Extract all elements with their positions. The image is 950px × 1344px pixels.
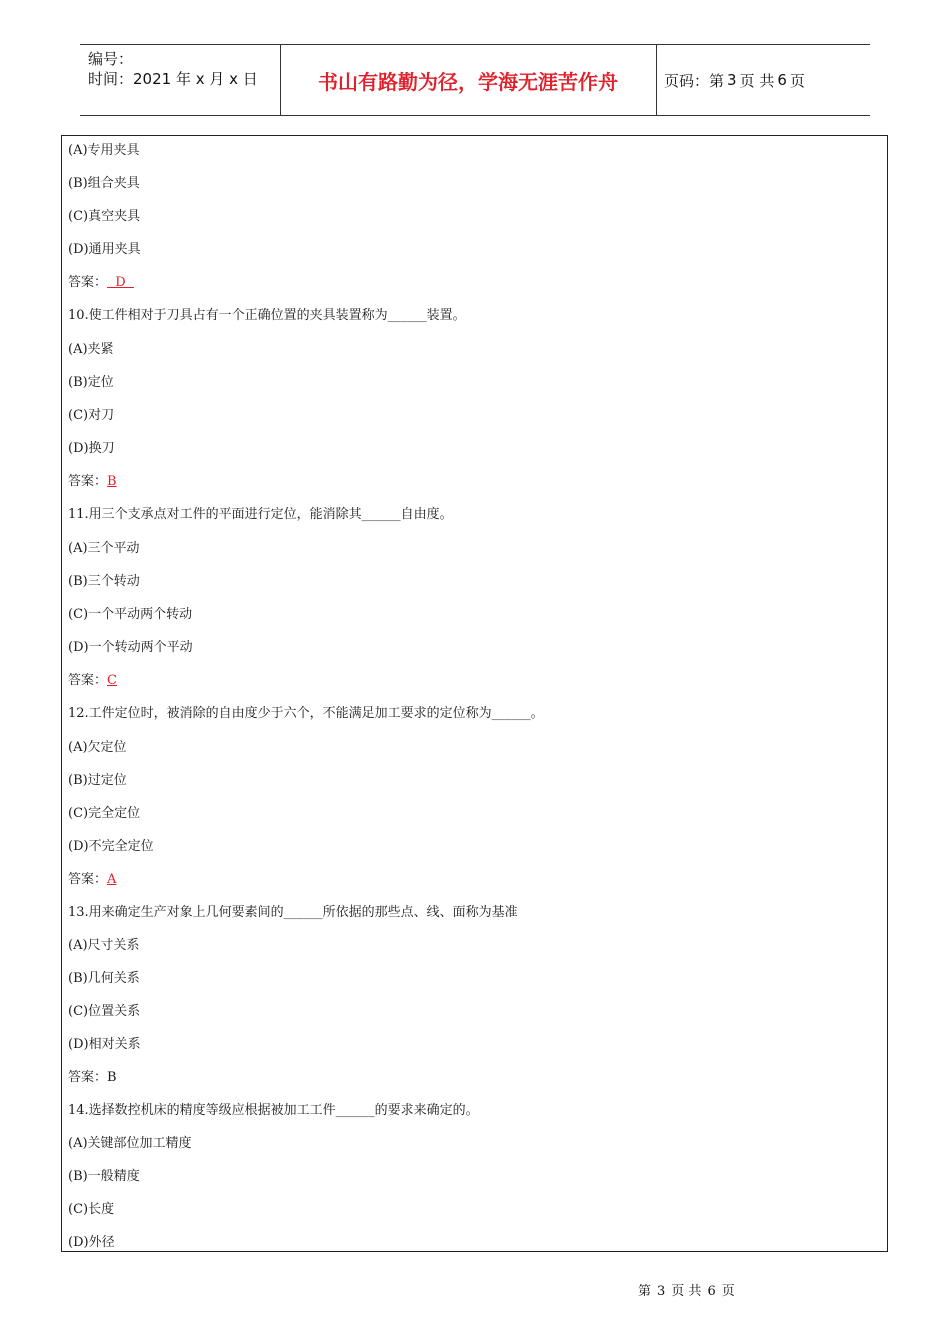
page-current: 3 (727, 71, 737, 89)
option: (D)外径 (68, 1235, 115, 1250)
answer-value: C (107, 673, 117, 688)
answer-label: 答案： (68, 673, 108, 688)
page-mid: 页 共 (739, 71, 775, 90)
answer-value: A (107, 872, 117, 887)
option: (B)组合夹具 (68, 176, 140, 191)
option: (D)换刀 (68, 441, 115, 456)
option: (D)一个转动两个平动 (68, 640, 193, 655)
option: (C)一个平动两个转动 (68, 607, 193, 622)
footer-suffix: 页 (721, 1284, 735, 1299)
page-prefix: 页码：第 (664, 71, 725, 90)
answer-label: 答案： (68, 474, 108, 489)
footer-prefix: 第 (638, 1284, 652, 1299)
option: (A)专用夹具 (68, 143, 140, 158)
option: (B)一般精度 (68, 1169, 140, 1184)
header-divider (280, 45, 281, 115)
footer-total: 6 (707, 1284, 716, 1299)
option: (C)完全定位 (68, 806, 141, 821)
answer-line (68, 672, 117, 690)
answer-line (68, 274, 134, 292)
option: (C)对刀 (68, 408, 115, 423)
answer-value: D (107, 275, 134, 290)
time-label: 时间：2021 年 x 月 x 日 (88, 70, 258, 88)
answer-line: 答案：B (68, 1070, 117, 1085)
footer-mid: 页 共 (671, 1284, 702, 1299)
header-meta (88, 49, 278, 89)
option: (B)定位 (68, 375, 114, 390)
option: (D)不完全定位 (68, 839, 154, 854)
answer-line (68, 473, 117, 491)
header-page-number (664, 45, 805, 115)
page-footer (638, 1280, 741, 1299)
option: (C)长度 (68, 1202, 115, 1217)
option: (B)过定位 (68, 773, 127, 788)
page-total: 6 (777, 71, 787, 89)
footer-current: 3 (657, 1284, 666, 1299)
question-text: 12.工件定位时，被消除的自由度少于六个，不能满足加工要求的定位称为______。 (68, 706, 544, 721)
page-suffix: 页 (789, 71, 805, 90)
option: (A)关键部位加工精度 (68, 1136, 192, 1151)
question-text: 10.使工件相对于刀具占有一个正确位置的夹具装置称为______装置。 (68, 308, 466, 323)
answer-value: B (107, 474, 117, 489)
option: (C)位置关系 (68, 1004, 141, 1019)
option: (C)真空夹具 (68, 209, 141, 224)
answer-label: 答案： (68, 275, 108, 290)
option: (A)夹紧 (68, 342, 114, 357)
page-header (80, 44, 870, 116)
header-divider (656, 45, 657, 115)
option: (D)相对关系 (68, 1037, 141, 1052)
question-text: 11.用三个支承点对工件的平面进行定位，能消除其______自由度。 (68, 507, 453, 522)
question-text: 13.用来确定生产对象上几何要素间的______所依据的那些点、线、面称为基准 (68, 905, 518, 920)
option: (A)尺寸关系 (68, 938, 140, 953)
header-motto: 书山有路勤为径，学海无涯苦作舟 (318, 69, 618, 94)
option: (D)通用夹具 (68, 242, 141, 257)
answer-label: 答案： (68, 872, 108, 887)
content-frame (61, 135, 888, 1252)
option: (B)三个转动 (68, 574, 140, 589)
question-text: 14.选择数控机床的精度等级应根据被加工工件______的要求来确定的。 (68, 1103, 479, 1118)
option: (A)欠定位 (68, 740, 127, 755)
option: (B)几何关系 (68, 971, 140, 986)
option: (A)三个平动 (68, 541, 140, 556)
number-label: 编号： (88, 50, 134, 68)
answer-line (68, 871, 116, 889)
